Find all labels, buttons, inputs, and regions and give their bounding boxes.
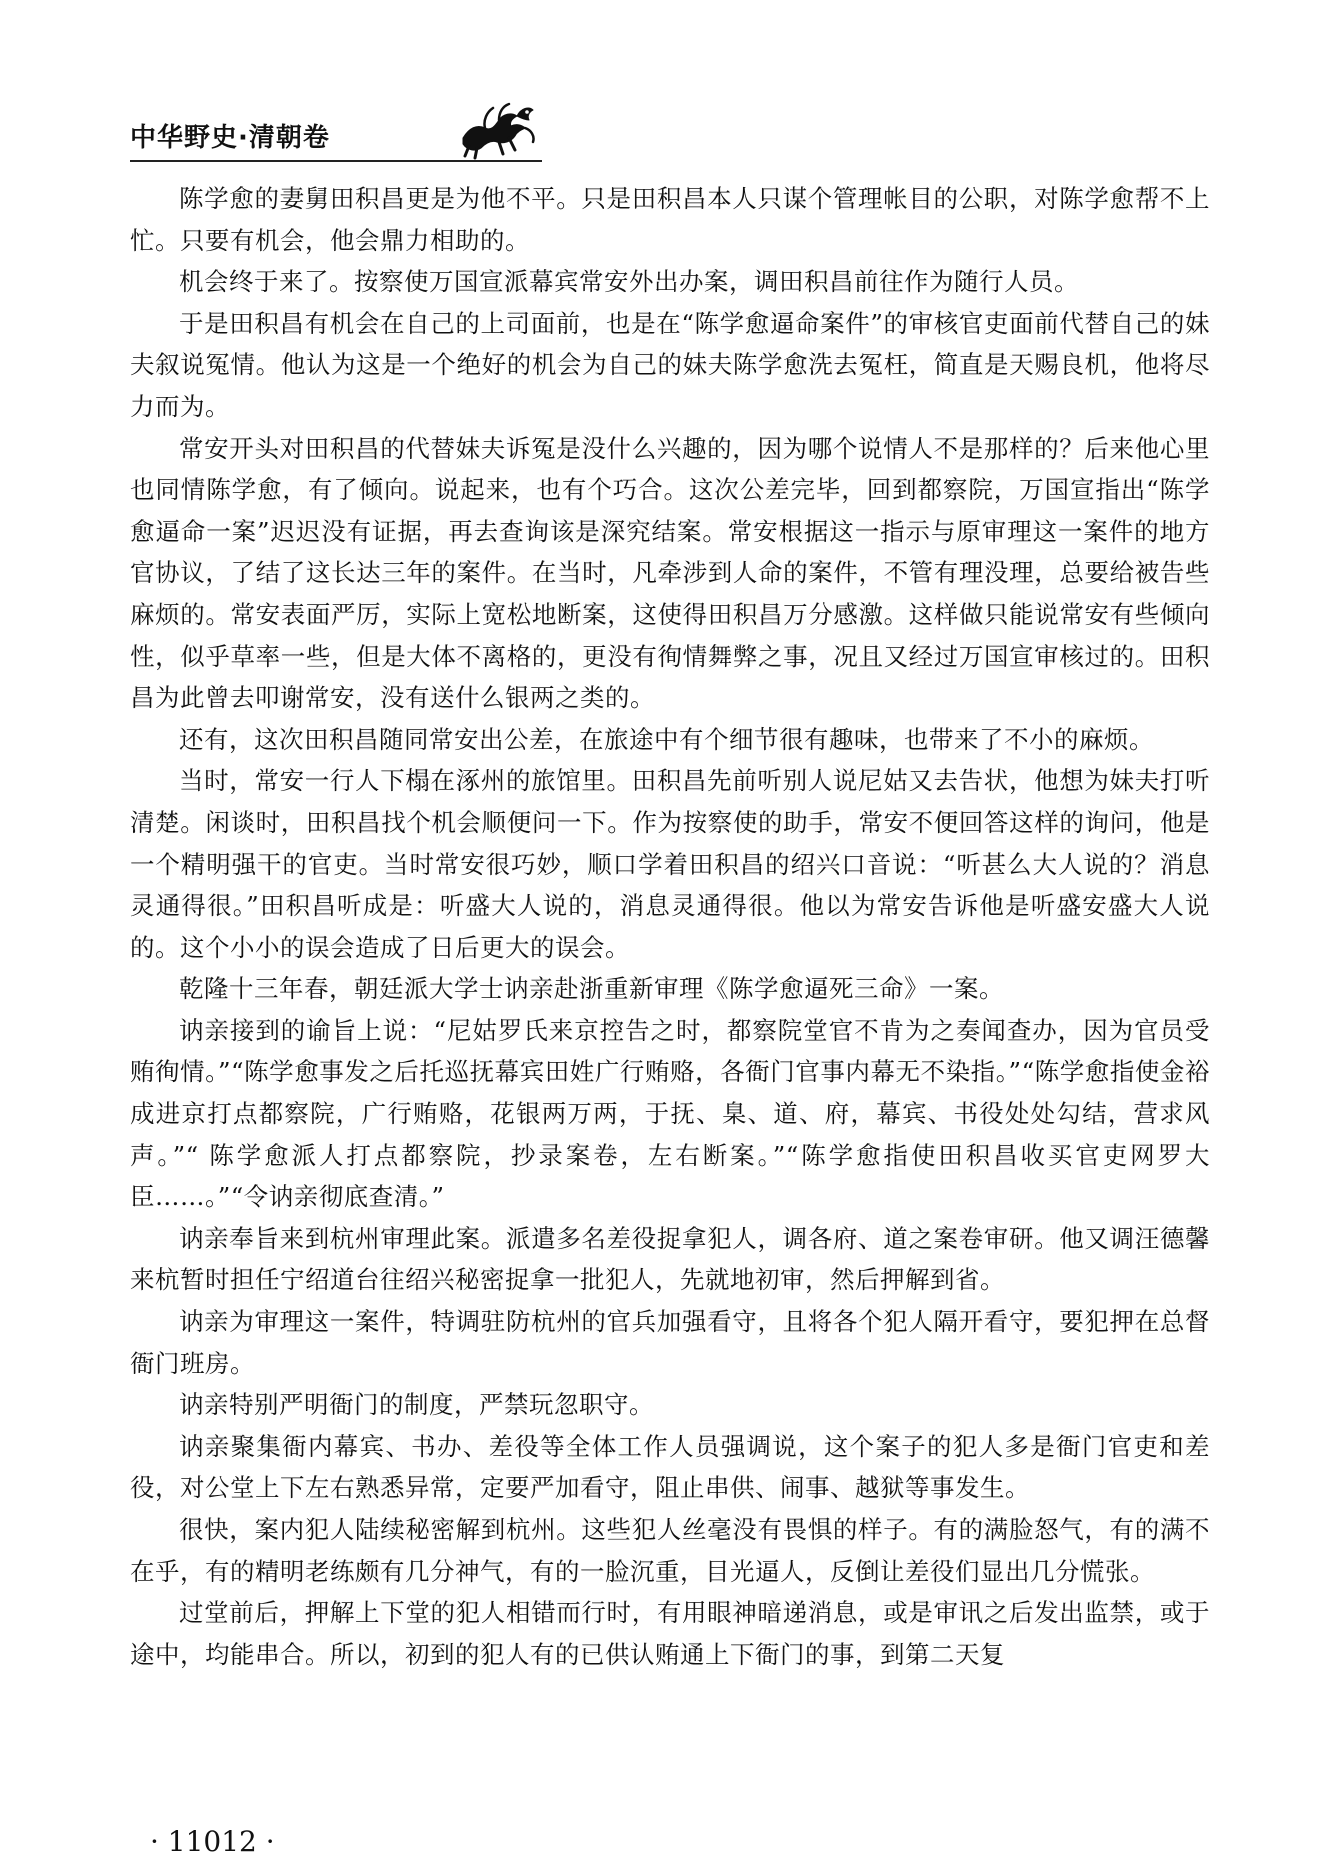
paragraph: 当时，常安一行人下榻在涿州的旅馆里。田积昌先前听别人说尼姑又去告状，他想为妹夫打听清楚。闲谈时，田积昌找个机会顺便问一下。作为按察使的助手，常安不便回答这样的询问，他是一个精明强干的官吏。当时常安很巧妙，顺口学着田积昌的绍兴口音说：“听甚么大人说的？消息灵通得很。”田积昌听成是：听盛大人说的，消息灵通得很。他以为常安告诉他是听盛安盛大人说的。这个小小的误会造成了日后更大的误会。 xyxy=(130,766,1210,962)
paragraph: 讷亲特别严明衙门的制度，严禁玩忽职守。 xyxy=(179,1390,654,1420)
header-rule xyxy=(130,160,542,162)
paragraph: 乾隆十三年春，朝廷派大学士讷亲赴浙重新审理《陈学愈逼死三命》一案。 xyxy=(179,974,1004,1004)
paragraph: 讷亲接到的谕旨上说：“尼姑罗氏来京控告之时，都察院堂官不肯为之奏闻查办，因为官员受贿徇情。”“陈学愈事发之后托巡抚幕宾田姓广行贿赂，各衙门官事内幕无不染指。”“陈学愈指使金裕成进京打点都察院，广行贿赂，花银两万两，于抚、臬、道、府，幕宾、书役处处勾结，营求风声。”“ 陈学愈派人打点都察院，抄录案卷，左右断案。”“陈学愈指使田积昌收买官吏网罗大臣……。”“令讷亲彻底查清。” xyxy=(130,1015,1210,1212)
paragraph: 陈学愈的妻舅田积昌更是为他不平。只是田积昌本人只谋个管理帐目的公职，对陈学愈帮不上忙。只要有机会，他会鼎力相助的。 xyxy=(130,184,1210,255)
paragraph: 很快，案内犯人陆续秘密解到杭州。这些犯人丝毫没有畏惧的样子。有的满脸怒气，有的满不在乎，有的精明老练颇有几分神气，有的一脸沉重，目光逼人，反倒让差役们显出几分慌张。 xyxy=(130,1515,1210,1586)
paragraph: 机会终于来了。按察使万国宣派幕宾常安外出办案，调田积昌前往作为随行人员。 xyxy=(179,267,1079,297)
paragraph: 常安开头对田积昌的代替妹夫诉冤是没什么兴趣的，因为哪个说情人不是那样的？后来他心里也同情陈学愈，有了倾向。说起来，也有个巧合。这次公差完毕，回到都察院，万国宣指出“陈学愈逼命一案”迟迟没有证据，再去查询该是深究结案。常安根据这一指示与原审理这一案件的地方官协议，了结了这长达三年的案件。在当时，凡牵涉到人命的案件，不管有理没理，总要给被告些麻烦的。常安表面严厉，实际上宽松地断案，这使得田积昌万分感激。这样做只能说常安有些倾向性，似乎草率一些，但是大体不离格的，更没有徇情舞弊之事，况且又经过万国宣审核过的。田积昌为此曾去叩谢常安，没有送什么银两之类的。 xyxy=(130,433,1210,713)
paragraph: 讷亲奉旨来到杭州审理此案。派遣多名差役捉拿犯人，调各府、道之案卷审研。他又调汪德馨来杭暂时担任宁绍道台往绍兴秘密捉拿一批犯人，先就地初审，然后押解到省。 xyxy=(130,1223,1210,1295)
paragraph: 讷亲聚集衙内幕宾、书办、差役等全体工作人员强调说，这个案子的犯人多是衙门官吏和差役，对公堂上下左右熟悉异常，定要严加看守，阻止串供、闹事、越狱等事发生。 xyxy=(130,1431,1210,1503)
body-text xyxy=(130,178,1210,1675)
book-title: 中华野史·清朝卷 xyxy=(130,123,330,153)
paragraph: 讷亲为审理这一案件，特调驻防杭州的官兵加强看守，且将各个犯人隔开看守，要犯押在总督衙门班房。 xyxy=(130,1307,1210,1378)
paragraph: 还有，这次田积昌随同常安出公差，在旅途中有个细节很有趣味，也带来了不小的麻烦。 xyxy=(179,724,1154,754)
page-number: · 11012 · xyxy=(150,1825,275,1858)
paragraph: 于是田积昌有机会在自己的上司面前，也是在“陈学愈逼命案件”的审核官吏面前代替自己的妹夫叙说冤情。他认为这是一个绝好的机会为自己的妹夫陈学愈洗去冤枉，简直是天赐良机，他将尽力而为。 xyxy=(130,308,1210,421)
dragon-icon xyxy=(455,98,537,160)
paragraph: 过堂前后，押解上下堂的犯人相错而行时，有用眼神暗递消息，或是审讯之后发出监禁，或于途中，均能串合。所以，初到的犯人有的已供认贿通上下衙门的事，到第二天复 xyxy=(130,1598,1210,1669)
